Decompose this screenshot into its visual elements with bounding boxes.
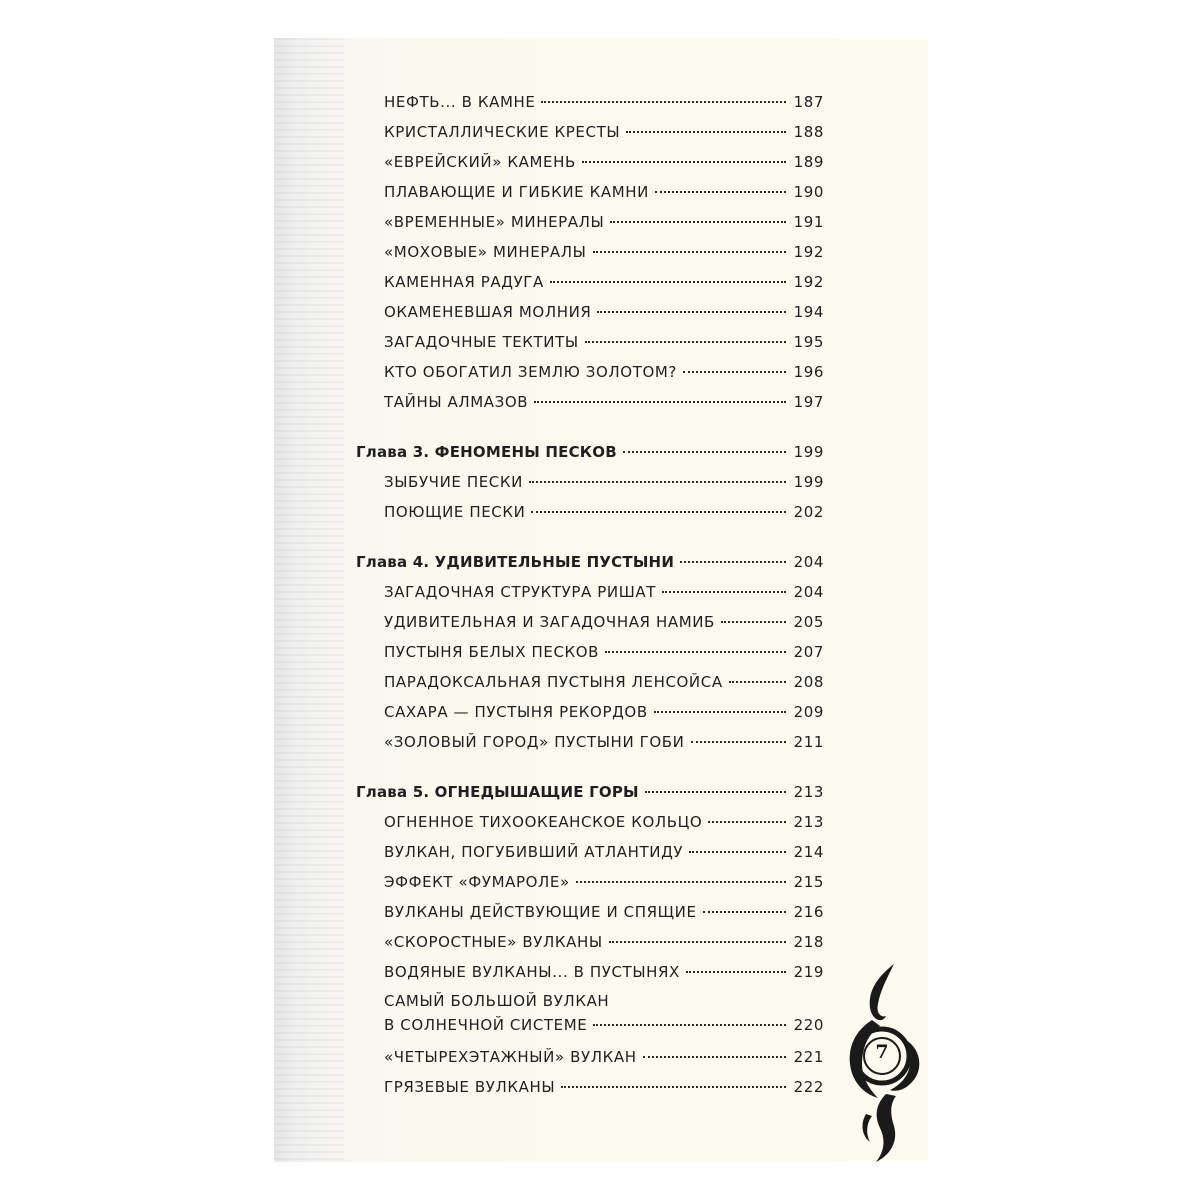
dot-leader xyxy=(708,821,786,823)
toc-entry-title: ОКАМЕНЕВШАЯ МОЛНИЯ xyxy=(384,303,592,321)
toc-entry-page: 188 xyxy=(793,123,824,141)
toc-entry xyxy=(384,393,824,415)
toc-entry xyxy=(384,703,824,725)
toc-entry-page: 204 xyxy=(793,553,824,571)
toc-entry xyxy=(384,643,824,665)
toc-entry-title: КАМЕННАЯ РАДУГА xyxy=(384,273,544,291)
toc-entry-page: 191 xyxy=(793,213,824,231)
dot-leader xyxy=(576,881,786,883)
table-of-contents xyxy=(274,38,928,1162)
dot-leader xyxy=(686,971,786,973)
toc-entry-title: УДИВИТЕЛЬНАЯ И ЗАГАДОЧНАЯ НАМИБ xyxy=(384,613,715,631)
toc-entry-two-line xyxy=(384,992,824,1040)
toc-entry-page: 192 xyxy=(793,273,824,291)
toc-entry-title: КРИСТАЛЛИЧЕСКИЕ КРЕСТЫ xyxy=(384,123,621,141)
toc-entry xyxy=(384,1048,824,1070)
toc-entry-page: 214 xyxy=(793,843,824,861)
tribal-swirl-ornament-icon xyxy=(846,964,926,1162)
toc-entry xyxy=(384,153,824,175)
toc-entry-page: 195 xyxy=(793,333,824,351)
toc-entry-title: ВУЛКАНЫ ДЕЙСТВУЮЩИЕ И СПЯЩИЕ xyxy=(384,903,697,921)
toc-entry xyxy=(384,243,824,265)
toc-entry-title: НЕФТЬ... В КАМНЕ xyxy=(384,93,536,111)
page-number: 7 xyxy=(875,1041,889,1063)
toc-entry-title: ЗАГАДОЧНЫЕ ТЕКТИТЫ xyxy=(384,333,579,351)
toc-entry-page: 194 xyxy=(793,303,824,321)
toc-entry-page: 208 xyxy=(793,673,824,691)
toc-entry-page: 209 xyxy=(793,703,824,721)
dot-leader xyxy=(582,161,786,163)
toc-entry-page: 213 xyxy=(793,813,824,831)
toc-chapter-title: Глава 5. ОГНЕДЫШАЩИЕ ГОРЫ xyxy=(356,783,639,801)
toc-entry-page: 204 xyxy=(793,583,824,601)
toc-entry-page: 221 xyxy=(793,1048,824,1066)
toc-entry-line2 xyxy=(384,1016,824,1034)
toc-entry xyxy=(384,93,824,115)
dot-leader xyxy=(626,131,786,133)
dot-leader xyxy=(662,591,786,593)
toc-entry-page: 192 xyxy=(793,243,824,261)
toc-entry xyxy=(384,583,824,605)
dot-leader xyxy=(645,791,786,793)
toc-entry-page: 202 xyxy=(793,503,824,521)
toc-entry-title: КТО ОБОГАТИЛ ЗЕМЛЮ ЗОЛОТОМ? xyxy=(384,363,677,381)
toc-entry-page: 197 xyxy=(793,393,824,411)
toc-entry-page: 205 xyxy=(793,613,824,631)
toc-entry-title: «ЗОЛОВЫЙ ГОРОД» ПУСТЫНИ ГОБИ xyxy=(384,733,685,751)
toc-entry-page: 220 xyxy=(793,1016,824,1034)
toc-chapter-title: Глава 3. ФЕНОМЕНЫ ПЕСКОВ xyxy=(356,443,617,461)
toc-entry-title: ТАЙНЫ АЛМАЗОВ xyxy=(384,393,529,411)
toc-entry xyxy=(384,503,824,525)
toc-entry-page: 196 xyxy=(793,363,824,381)
toc-entry xyxy=(384,1078,824,1100)
toc-entry xyxy=(384,183,824,205)
toc-chapter-heading xyxy=(356,783,824,805)
toc-entry-page: 189 xyxy=(793,153,824,171)
toc-entry xyxy=(384,933,824,955)
toc-entry-title: ПАРАДОКСАЛЬНАЯ ПУСТЫНЯ ЛЕНСОЙСА xyxy=(384,673,723,691)
toc-entry-page: 216 xyxy=(793,903,824,921)
toc-entry-title: ЗЫБУЧИЕ ПЕСКИ xyxy=(384,473,523,491)
dot-leader xyxy=(610,221,786,223)
toc-entry-title: «ВРЕМЕННЫЕ» МИНЕРАЛЫ xyxy=(384,213,605,231)
dot-leader xyxy=(654,711,786,713)
toc-entry-page: 215 xyxy=(793,873,824,891)
toc-entry-title: ОГНЕННОЕ ТИХООКЕАНСКОЕ КОЛЬЦО xyxy=(384,813,703,831)
toc-entry xyxy=(384,673,824,695)
toc-entry xyxy=(384,873,824,895)
dot-leader xyxy=(683,371,786,373)
toc-entry-title: ВОДЯНЫЕ ВУЛКАНЫ... В ПУСТЫНЯХ xyxy=(384,963,680,981)
toc-entry-page: 213 xyxy=(793,783,824,801)
toc-entry-title-line2: В СОЛНЕЧНОЙ СИСТЕМЕ xyxy=(384,1016,588,1034)
dot-leader xyxy=(729,681,786,683)
toc-entry-title: «МОХОВЫЕ» МИНЕРАЛЫ xyxy=(384,243,587,261)
toc-entry xyxy=(384,213,824,235)
toc-entry xyxy=(384,733,824,755)
toc-entry-title: ВУЛКАН, ПОГУБИВШИЙ АТЛАНТИДУ xyxy=(384,843,684,861)
dot-leader xyxy=(655,191,786,193)
dot-leader xyxy=(623,451,786,453)
toc-entry xyxy=(384,813,824,835)
dot-leader xyxy=(561,1086,786,1088)
toc-entry xyxy=(384,613,824,635)
toc-entry-page: 211 xyxy=(793,733,824,751)
toc-entry xyxy=(384,333,824,355)
toc-entry-page: 222 xyxy=(793,1078,824,1096)
dot-leader xyxy=(541,101,786,103)
toc-chapter-title: Глава 4. УДИВИТЕЛЬНЫЕ ПУСТЫНИ xyxy=(356,553,675,571)
dot-leader xyxy=(680,561,786,563)
dot-leader xyxy=(689,851,786,853)
toc-entry xyxy=(384,123,824,145)
dot-leader xyxy=(585,341,786,343)
dot-leader xyxy=(534,401,786,403)
toc-entry-title: ГРЯЗЕВЫЕ ВУЛКАНЫ xyxy=(384,1078,556,1096)
dot-leader xyxy=(529,481,786,483)
dot-leader xyxy=(593,251,787,253)
toc-entry-title: «СКОРОСТНЫЕ» ВУЛКАНЫ xyxy=(384,933,603,951)
toc-entry-page: 199 xyxy=(793,443,824,461)
toc-entry-title: САМЫЙ БОЛЬШОЙ ВУЛКАН xyxy=(384,992,610,1010)
dot-leader xyxy=(597,311,786,313)
toc-entry-title: САХАРА — ПУСТЫНЯ РЕКОРДОВ xyxy=(384,703,648,721)
toc-entry-page: 218 xyxy=(793,933,824,951)
toc-entry xyxy=(384,303,824,325)
dot-leader xyxy=(550,281,786,283)
toc-entry-page: 199 xyxy=(793,473,824,491)
toc-entry xyxy=(384,363,824,385)
dot-leader xyxy=(609,941,786,943)
toc-entry-title: ПОЮЩИЕ ПЕСКИ xyxy=(384,503,526,521)
toc-entry xyxy=(384,963,824,985)
toc-chapter-heading xyxy=(356,553,824,575)
toc-entry-page: 219 xyxy=(793,963,824,981)
toc-entry xyxy=(384,273,824,295)
toc-chapter-heading xyxy=(356,443,824,465)
dot-leader xyxy=(605,651,786,653)
book-page xyxy=(274,38,928,1162)
toc-entry xyxy=(384,473,824,495)
toc-entry xyxy=(384,843,824,865)
toc-entry-title: ПУСТЫНЯ БЕЛЫХ ПЕСКОВ xyxy=(384,643,600,661)
dot-leader xyxy=(643,1056,786,1058)
toc-entry-page: 187 xyxy=(793,93,824,111)
dot-leader xyxy=(531,511,786,513)
toc-entry-title: ЗАГАДОЧНАЯ СТРУКТУРА РИШАТ xyxy=(384,583,657,601)
dot-leader xyxy=(721,621,786,623)
toc-entry-page: 207 xyxy=(793,643,824,661)
dot-leader xyxy=(691,741,787,743)
toc-entry-title: ПЛАВАЮЩИЕ И ГИБКИЕ КАМНИ xyxy=(384,183,649,201)
toc-entry-title: «ЧЕТЫРЕХЭТАЖНЫЙ» ВУЛКАН xyxy=(384,1048,637,1066)
toc-entry xyxy=(384,903,824,925)
toc-entry-title: «ЕВРЕЙСКИЙ» КАМЕНЬ xyxy=(384,153,576,171)
toc-entry-title: ЭФФЕКТ «ФУМАРОЛЕ» xyxy=(384,873,570,891)
toc-entry-page: 190 xyxy=(793,183,824,201)
dot-leader xyxy=(593,1024,786,1026)
dot-leader xyxy=(703,911,786,913)
